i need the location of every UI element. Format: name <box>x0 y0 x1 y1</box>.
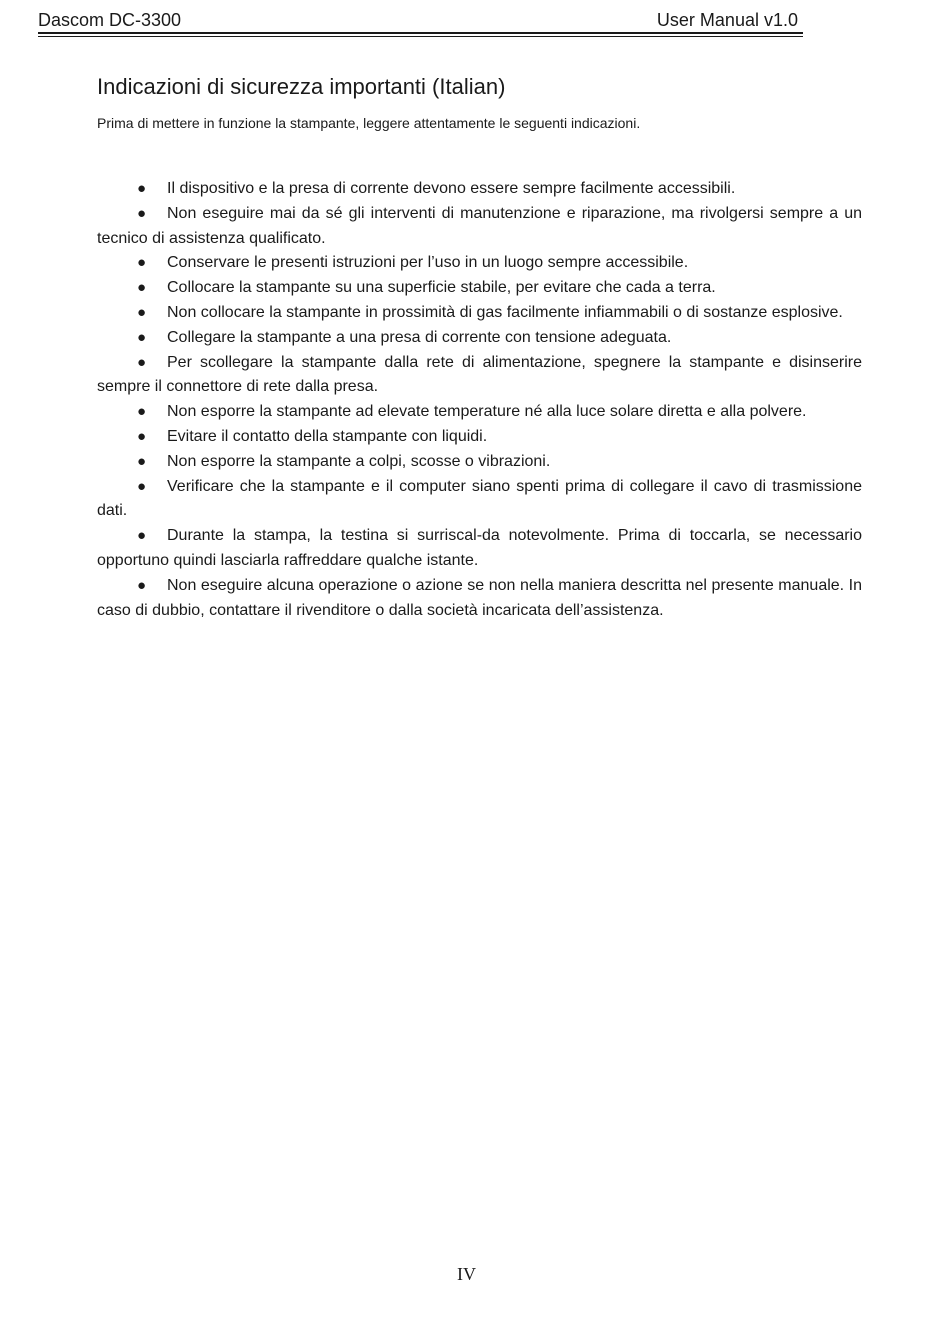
list-item-text: Verificare che la stampante e il computer siano spenti prima di collegare il cavo di trasmissione dati. <box>97 477 862 520</box>
list-item-text: Non esporre la stampante ad elevate temperature né alla luce solare diretta e alla polvere. <box>167 403 807 421</box>
list-item <box>97 351 862 401</box>
list-item <box>97 400 862 425</box>
bullet-icon: ● <box>137 576 147 594</box>
list-item <box>97 251 862 276</box>
list-item-text: Il dispositivo e la presa di corrente devono essere sempre facilmente accessibili. <box>167 180 736 197</box>
section-title: Indicazioni di sicurezza importanti (Italian) <box>97 74 506 99</box>
page-header <box>38 8 802 32</box>
bullet-icon: ● <box>137 254 147 272</box>
list-item-text: Non eseguire mai da sé gli interventi di manutenzione e riparazione, ma rivolgersi sempre a un tecnico di assistenza qualificato. <box>97 204 862 247</box>
list-item-text: Conservare le presenti istruzioni per l’uso in un luogo sempre accessibile. <box>167 254 689 272</box>
list-item-text: Non eseguire alcuna operazione o azione se non nella maniera descritta nel presente manuale. In caso di dubbio, contattare il rivenditore o dalla società incaricata dell’assistenza. <box>97 576 862 619</box>
header-manual-version: User Manual v1.0 <box>656 10 798 30</box>
list-item <box>97 202 862 252</box>
safety-list <box>97 177 862 623</box>
header-product-name: Dascom DC-3300 <box>38 10 182 30</box>
bullet-icon: ● <box>137 303 147 321</box>
list-item <box>97 177 862 202</box>
list-item <box>97 450 862 475</box>
bullet-icon: ● <box>137 477 147 495</box>
bullet-icon: ● <box>137 452 147 470</box>
bullet-icon: ● <box>137 353 147 371</box>
header-rule-thick <box>38 32 803 34</box>
list-item <box>97 425 862 450</box>
list-item-text: Collegare la stampante a una presa di corrente con tensione adeguata. <box>167 328 672 346</box>
list-item <box>97 475 862 525</box>
list-item <box>97 276 862 301</box>
intro-text: Prima di mettere in funzione la stampante, leggere attentamente le seguenti indicazioni. <box>97 115 641 131</box>
list-item <box>97 524 862 574</box>
list-item-text: Durante la stampa, la testina si surriscal-da notevolmente. Prima di toccarla, se necessario opportuno quindi lasciarla raffreddare qualche istante. <box>97 527 862 569</box>
bullet-icon: ● <box>137 328 147 346</box>
list-item <box>97 574 862 624</box>
header-rule-thin <box>38 36 803 37</box>
bullet-icon: ● <box>137 403 147 421</box>
bullet-icon: ● <box>137 279 147 297</box>
bullet-icon: ● <box>137 427 147 445</box>
list-item-text: Collocare la stampante su una superficie stabile, per evitare che cada a terra. <box>167 279 716 297</box>
bullet-icon: ● <box>137 180 147 197</box>
bullet-icon: ● <box>137 527 147 545</box>
list-item-text: Non collocare la stampante in prossimità di gas facilmente infiammabili o di sostanze esplosive. <box>167 303 843 321</box>
list-item-text: Non esporre la stampante a colpi, scosse o vibrazioni. <box>167 452 551 470</box>
bullet-icon: ● <box>137 204 147 222</box>
page-number: IV <box>457 1264 476 1284</box>
list-item <box>97 326 862 351</box>
list-item-text: Per scollegare la stampante dalla rete di alimentazione, spegnere la stampante e disinserire sempre il connettore di rete dalla presa. <box>97 353 862 396</box>
list-item-text: Evitare il contatto della stampante con liquidi. <box>167 427 488 445</box>
list-item <box>97 301 862 326</box>
